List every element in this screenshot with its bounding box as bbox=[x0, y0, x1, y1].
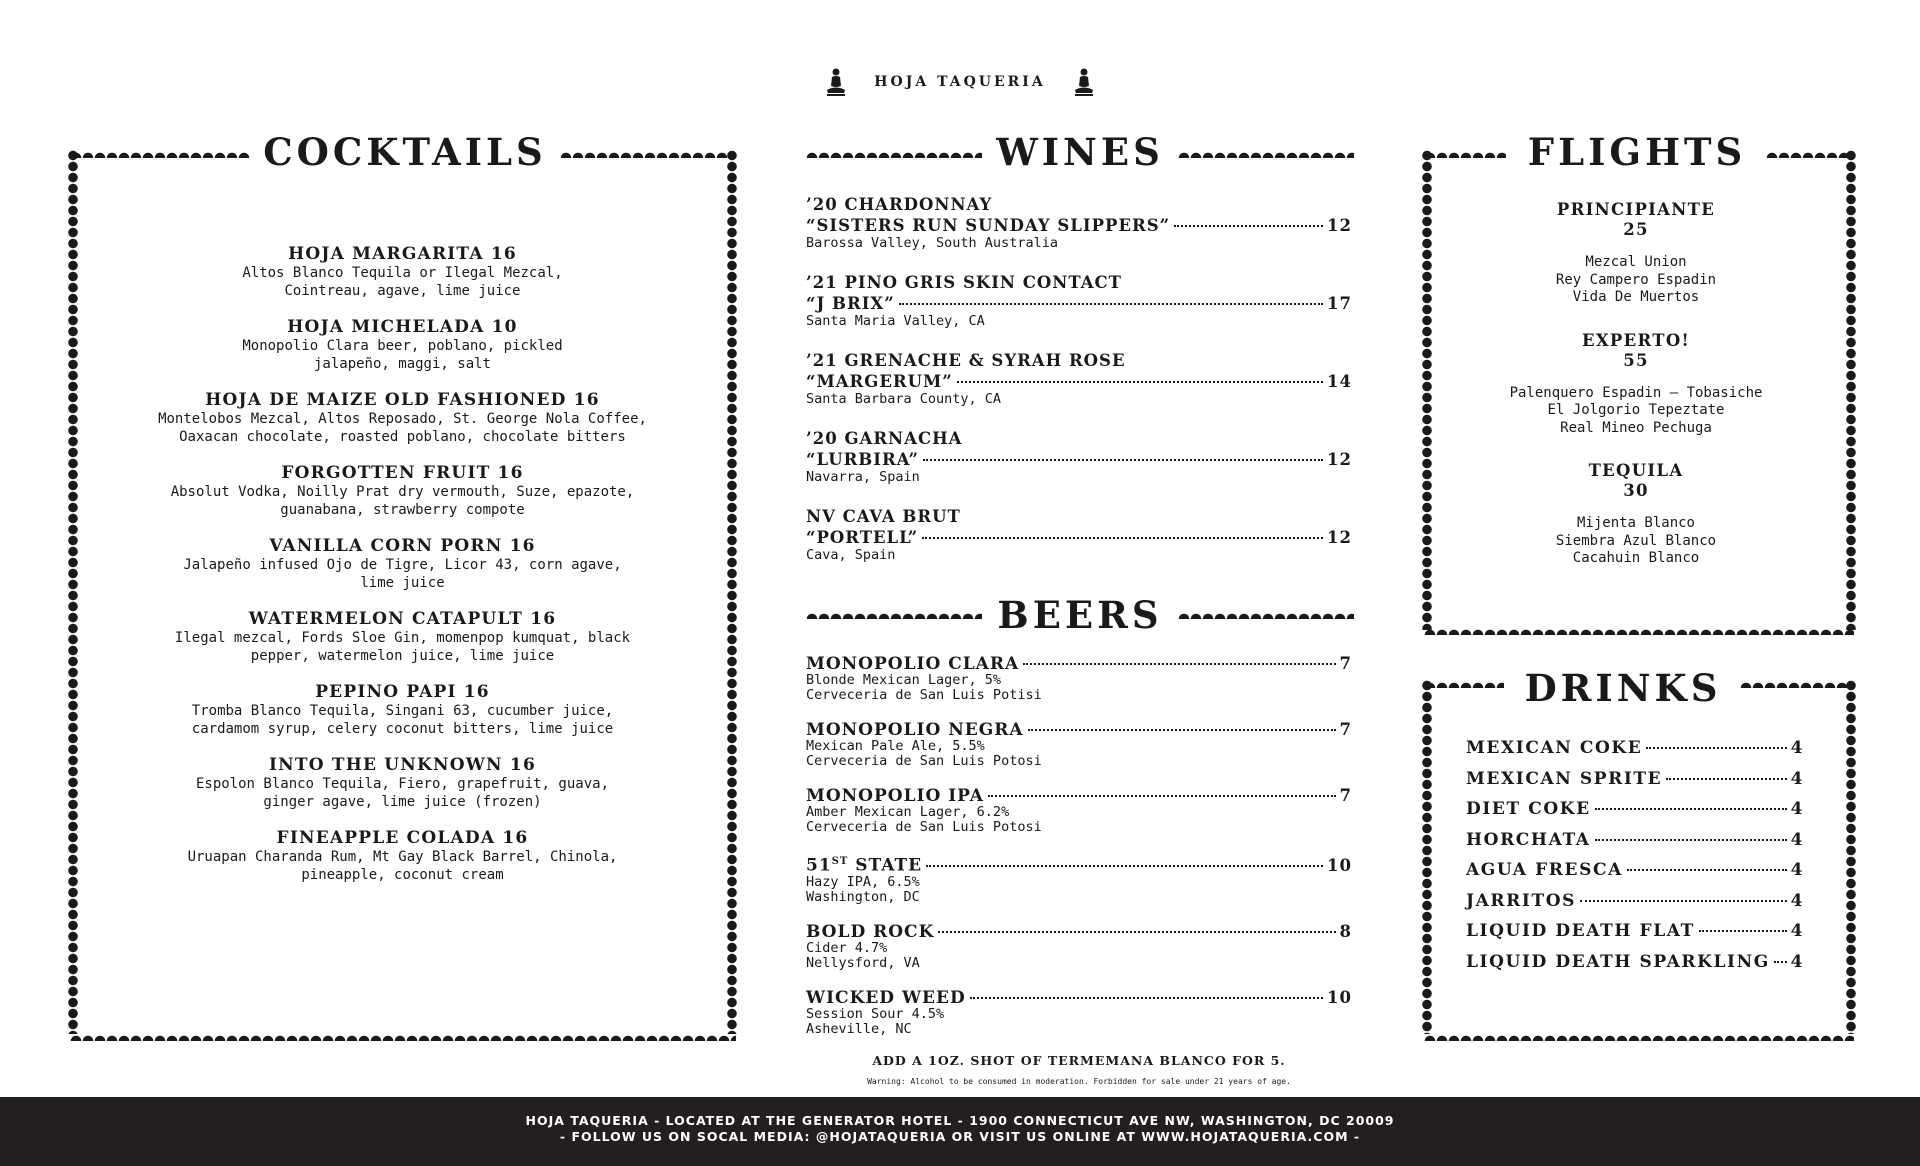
leader-dots bbox=[926, 865, 1323, 867]
flights-border-left bbox=[1422, 150, 1432, 630]
beers-rule-left bbox=[806, 607, 982, 619]
beer-name: 51 bbox=[806, 855, 832, 876]
beer-row bbox=[806, 923, 1352, 941]
wine-row bbox=[806, 293, 1352, 314]
list-item bbox=[120, 390, 685, 446]
leader-dots bbox=[1028, 729, 1336, 731]
border-top-right bbox=[560, 146, 736, 158]
drink-price: 4 bbox=[1790, 860, 1804, 880]
beer-row bbox=[806, 655, 1352, 673]
list-item bbox=[806, 506, 1352, 563]
leader-dots bbox=[1646, 747, 1786, 749]
beer-style: Session Sour 4.5% bbox=[806, 1005, 945, 1022]
drinks-border-left bbox=[1422, 680, 1432, 1034]
leader-dots bbox=[1580, 900, 1787, 902]
flights-border-bottom bbox=[1424, 624, 1854, 635]
list-item bbox=[1450, 331, 1822, 438]
drinks-border-bottom bbox=[1424, 1030, 1854, 1041]
drink-price: 4 bbox=[1790, 768, 1804, 789]
list-item bbox=[1466, 855, 1804, 886]
list-item bbox=[120, 828, 685, 884]
beer-name-group bbox=[806, 853, 922, 875]
leader-dots bbox=[899, 303, 1323, 305]
cocktail-name: HOJA MARGARITA 16 bbox=[288, 244, 517, 264]
wine-row bbox=[806, 527, 1352, 548]
cocktails-list bbox=[120, 244, 685, 901]
beer-price: 10 bbox=[1327, 855, 1352, 875]
flight-name: EXPERTO! bbox=[1581, 330, 1691, 350]
beer-name: MONOPOLIO IPA bbox=[806, 786, 984, 806]
border-right bbox=[727, 150, 737, 1034]
leader-dots bbox=[988, 795, 1336, 797]
beer-style: Hazy IPA, 6.5% bbox=[806, 873, 920, 890]
beer-row bbox=[806, 721, 1352, 739]
list-item bbox=[120, 682, 685, 738]
leader-dots bbox=[1174, 225, 1323, 227]
beer-row bbox=[806, 989, 1352, 1007]
drink-name: DIET COKE bbox=[1466, 799, 1591, 819]
list-item bbox=[806, 350, 1352, 407]
wine-vintage: ’21 GRENACHE & SYRAH ROSE bbox=[806, 351, 1126, 370]
beer-origin: Asheville, NC bbox=[806, 1020, 912, 1037]
wine-name: “J BRIX” bbox=[806, 294, 895, 313]
drink-price: 4 bbox=[1790, 799, 1804, 819]
wines-list bbox=[806, 194, 1352, 584]
cocktail-name: HOJA MICHELADA 10 bbox=[287, 317, 518, 337]
list-item bbox=[120, 244, 685, 300]
list-item bbox=[1466, 825, 1804, 856]
wine-vintage: ’20 CHARDONNAY bbox=[806, 195, 993, 214]
beer-style: Mexican Pale Ale, 5.5% bbox=[806, 738, 985, 754]
flight-price: 30 bbox=[1623, 481, 1649, 500]
wine-origin: Santa Barbara County, CA bbox=[806, 391, 1002, 407]
wine-origin: Navarra, Spain bbox=[806, 469, 920, 485]
beer-name: WICKED WEED bbox=[806, 987, 966, 1008]
leader-dots bbox=[1774, 961, 1787, 963]
leader-dots bbox=[1627, 869, 1787, 871]
drinks-list bbox=[1466, 733, 1804, 977]
leader-dots bbox=[1595, 839, 1787, 841]
cocktail-desc: Absolut Vodka, Noilly Prat dry vermouth, Suze, epazote, guanabana, strawberry compote bbox=[170, 484, 635, 518]
wine-name: “PORTELL” bbox=[806, 528, 919, 547]
brand-header bbox=[0, 66, 1920, 98]
list-item bbox=[1450, 200, 1822, 307]
cocktail-desc: Ilegal mezcal, Fords Sloe Gin, momenpop kumquat, black pepper, watermelon juice, lime juice bbox=[174, 630, 631, 664]
beer-origin: Cerveceria de San Luis Potosi bbox=[806, 753, 1042, 769]
beer-price: 7 bbox=[1339, 786, 1352, 805]
beers-rule-right bbox=[1178, 607, 1354, 619]
beers-list bbox=[806, 655, 1352, 1055]
list-item bbox=[1466, 947, 1804, 978]
beer-row bbox=[806, 853, 1352, 875]
beer-style: Cider 4.7% bbox=[806, 939, 888, 956]
wine-price: 14 bbox=[1327, 372, 1352, 391]
flight-price: 55 bbox=[1623, 350, 1649, 370]
drink-name: MEXICAN COKE bbox=[1466, 738, 1643, 758]
border-bottom bbox=[70, 1030, 736, 1041]
beer-price: 8 bbox=[1339, 921, 1352, 941]
wine-origin: Santa Maria Valley, CA bbox=[806, 313, 985, 329]
list-item bbox=[1466, 916, 1804, 947]
list-item bbox=[806, 194, 1352, 251]
leader-dots bbox=[923, 459, 1323, 461]
footer-social: - FOLLOW US ON SOCAL MEDIA: @HOJATAQUERIA OR VISIT US ONLINE AT WWW.HOJATAQUERIA.COM - bbox=[559, 1129, 1361, 1144]
figure-icon bbox=[824, 66, 848, 98]
drink-price: 4 bbox=[1790, 738, 1804, 758]
cocktail-desc: Tromba Blanco Tequila, Singani 63, cucumber juice, cardamom syrup, celery coconut bitters, lime juice bbox=[191, 703, 614, 737]
cocktail-name: WATERMELON CATAPULT 16 bbox=[248, 609, 557, 629]
wine-vintage: ’20 GARNACHA bbox=[806, 429, 963, 448]
cocktail-desc: Montelobos Mezcal, Altos Reposado, St. George Nola Coffee, Oaxacan chocolate, roasted poblano, chocolate bitters bbox=[158, 411, 647, 445]
wine-origin: Cava, Spain bbox=[806, 547, 896, 563]
leader-dots bbox=[1699, 930, 1787, 932]
flights-border-top-right bbox=[1766, 146, 1854, 158]
flight-spirits: Mijenta Blanco Siembra Azul Blanco Cacahuin Blanco bbox=[1555, 515, 1717, 566]
cocktail-name: PEPINO PAPI 16 bbox=[315, 682, 490, 702]
list-item bbox=[1450, 461, 1822, 568]
beer-origin: Nellysford, VA bbox=[806, 954, 920, 971]
drink-price: 4 bbox=[1790, 921, 1804, 941]
footer-address: HOJA TAQUERIA - LOCATED AT THE GENERATOR HOTEL - 1900 CONNECTICUT AVE NW, WASHINGTON, DC 20009 bbox=[525, 1113, 1395, 1128]
flights-border-right bbox=[1846, 150, 1856, 630]
cocktail-desc: Uruapan Charanda Rum, Mt Gay Black Barrel, Chinola, pineapple, coconut cream bbox=[187, 849, 618, 883]
leader-dots bbox=[1666, 778, 1786, 780]
border-left bbox=[68, 150, 78, 1034]
beer-name: MONOPOLIO NEGRA bbox=[806, 720, 1024, 740]
flight-price: 25 bbox=[1623, 220, 1649, 239]
cocktail-desc: Altos Blanco Tequila or Ilegal Mezcal, Cointreau, agave, lime juice bbox=[242, 265, 563, 299]
flight-spirits: Palenquero Espadin — Tobasiche El Jolgorio Tepeztate Real Mineo Pechuga bbox=[1509, 384, 1763, 436]
drink-name: JARRITOS bbox=[1466, 890, 1576, 911]
beer-name-suffix: ST bbox=[831, 856, 849, 867]
beer-style: Amber Mexican Lager, 6.2% bbox=[806, 804, 1010, 820]
list-item bbox=[120, 536, 685, 592]
wine-row bbox=[806, 449, 1352, 470]
beer-style: Blonde Mexican Lager, 5% bbox=[806, 672, 1002, 688]
brand-name: HOJA TAQUERIA bbox=[874, 74, 1046, 90]
wine-vintage: NV CAVA BRUT bbox=[806, 507, 961, 526]
drinks-border-top-left bbox=[1424, 676, 1504, 688]
addon-note: ADD A 1OZ. SHOT OF TERMEMANA BLANCO FOR 5. bbox=[872, 1053, 1286, 1068]
beer-row bbox=[806, 787, 1352, 805]
cocktail-desc: Espolon Blanco Tequila, Fiero, grapefruit, guava, ginger agave, lime juice (frozen) bbox=[195, 776, 609, 810]
beers-title: BEERS bbox=[997, 593, 1163, 637]
beer-name: MONOPOLIO CLARA bbox=[806, 654, 1020, 674]
cocktail-name: VANILLA CORN PORN 16 bbox=[269, 536, 536, 556]
list-item bbox=[1466, 886, 1804, 917]
drink-price: 4 bbox=[1790, 951, 1804, 972]
border-top-left bbox=[70, 146, 250, 158]
leader-dots bbox=[1023, 663, 1335, 665]
wine-vintage: ’21 PINO GRIS SKIN CONTACT bbox=[806, 273, 1122, 292]
list-item bbox=[1466, 733, 1804, 764]
drinks-border-right bbox=[1846, 680, 1856, 1034]
list-item bbox=[120, 317, 685, 373]
list-item bbox=[120, 609, 685, 665]
list-item bbox=[806, 428, 1352, 485]
drinks-title: DRINKS bbox=[1524, 666, 1722, 710]
beer-price: 10 bbox=[1327, 987, 1352, 1007]
cocktail-name: INTO THE UNKNOWN 16 bbox=[269, 755, 536, 775]
drink-name: MEXICAN SPRITE bbox=[1466, 768, 1663, 789]
wine-name: “MARGERUM” bbox=[806, 372, 953, 391]
beer-origin: Cerveceria de San Luis Potosi bbox=[806, 819, 1042, 835]
leader-dots bbox=[957, 381, 1323, 383]
list-item bbox=[806, 853, 1352, 905]
flights-list bbox=[1450, 200, 1822, 592]
beer-name: BOLD ROCK bbox=[806, 921, 935, 942]
list-item bbox=[806, 721, 1352, 769]
cocktail-desc: Monopolio Clara beer, poblano, pickled jalapeño, maggi, salt bbox=[242, 338, 563, 372]
drink-name: AGUA FRESCA bbox=[1466, 860, 1623, 880]
drink-price: 4 bbox=[1790, 829, 1804, 850]
wine-price: 17 bbox=[1327, 294, 1352, 313]
warning-note: Warning: Alcohol to be consumed in moderation. Forbidden for sale under 21 years of age. bbox=[867, 1077, 1291, 1086]
wine-price: 12 bbox=[1327, 528, 1352, 547]
flights-title: FLIGHTS bbox=[1527, 130, 1747, 174]
beer-origin: Washington, DC bbox=[806, 888, 920, 905]
figure-icon bbox=[1072, 66, 1096, 98]
leader-dots bbox=[938, 931, 1335, 933]
leader-dots bbox=[970, 997, 1323, 999]
cocktail-name: HOJA DE MAIZE OLD FASHIONED 16 bbox=[205, 390, 600, 410]
list-item bbox=[806, 272, 1352, 329]
cocktail-name: FORGOTTEN FRUIT 16 bbox=[281, 463, 524, 483]
drinks-border-top-right bbox=[1740, 676, 1854, 688]
footer-bar bbox=[0, 1097, 1920, 1166]
list-item bbox=[1466, 794, 1804, 825]
flights-border-top-left bbox=[1424, 146, 1506, 158]
drink-price: 4 bbox=[1790, 890, 1804, 911]
wine-row bbox=[806, 215, 1352, 236]
cocktails-title: COCKTAILS bbox=[263, 130, 547, 174]
wines-title: WINES bbox=[996, 130, 1164, 174]
wines-rule-left bbox=[806, 146, 982, 158]
list-item bbox=[806, 787, 1352, 835]
wine-name: “LURBIRA” bbox=[806, 450, 920, 469]
drink-name: LIQUID DEATH SPARKLING bbox=[1466, 951, 1770, 972]
beer-origin: Cerveceria de San Luis Potisi bbox=[806, 687, 1042, 703]
wine-row bbox=[806, 371, 1352, 392]
flight-spirits: Mezcal Union Rey Campero Espadin Vida De Muertos bbox=[1555, 254, 1717, 305]
drink-name: LIQUID DEATH FLAT bbox=[1466, 921, 1695, 941]
list-item bbox=[120, 463, 685, 519]
wines-rule-right bbox=[1178, 146, 1354, 158]
wine-price: 12 bbox=[1327, 216, 1352, 235]
leader-dots bbox=[1595, 808, 1787, 810]
wine-price: 12 bbox=[1327, 450, 1352, 469]
wine-origin: Barossa Valley, South Australia bbox=[806, 235, 1058, 251]
flight-name: PRINCIPIANTE bbox=[1556, 200, 1716, 219]
leader-dots bbox=[922, 537, 1323, 539]
list-item bbox=[120, 755, 685, 811]
list-item bbox=[806, 923, 1352, 971]
wine-name: “SISTERS RUN SUNDAY SLIPPERS” bbox=[806, 216, 1171, 235]
cocktail-name: FINEAPPLE COLADA 16 bbox=[276, 828, 529, 848]
drink-name: HORCHATA bbox=[1466, 829, 1591, 850]
beer-price: 7 bbox=[1339, 720, 1352, 739]
beer-price: 7 bbox=[1339, 654, 1352, 673]
list-item bbox=[1466, 764, 1804, 795]
beer-name-rest: STATE bbox=[848, 855, 923, 876]
list-item bbox=[806, 989, 1352, 1037]
list-item bbox=[806, 655, 1352, 703]
cocktail-desc: Jalapeño infused Ojo de Tigre, Licor 43, corn agave, lime juice bbox=[183, 557, 622, 591]
flight-name: TEQUILA bbox=[1588, 461, 1684, 480]
